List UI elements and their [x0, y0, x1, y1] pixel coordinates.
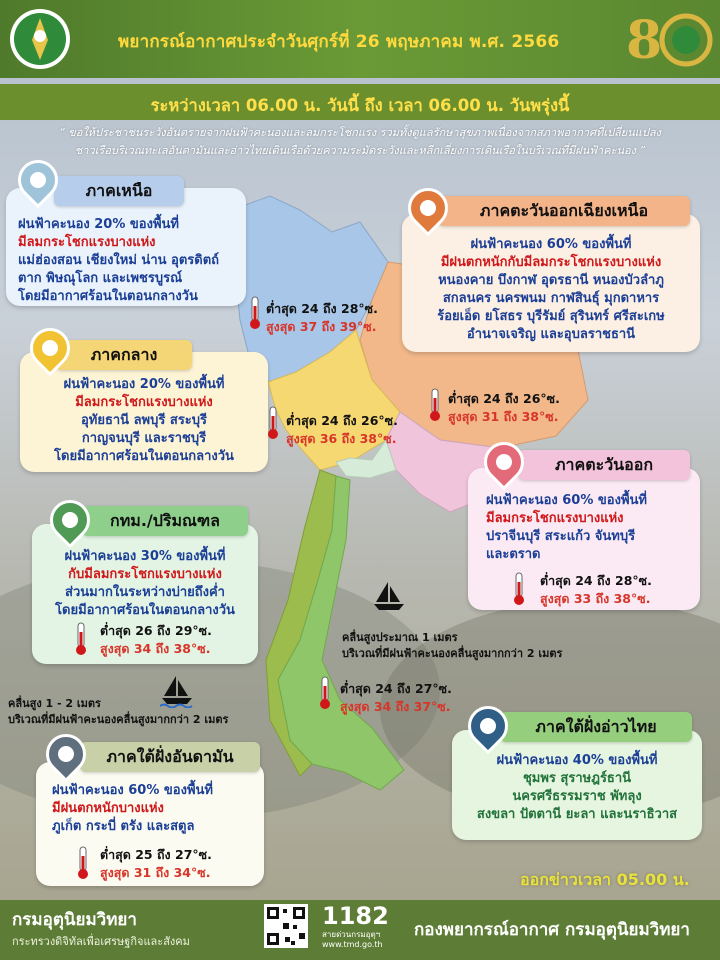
qr-code-icon[interactable]: [264, 904, 308, 948]
wave-height: คลื่นสูงประมาณ 1 เมตร: [342, 631, 458, 644]
wind-note: มีลมกระโชกแรงบางแห่ง: [18, 235, 156, 250]
issued-time: ออกข่าวเวลา 05.00 น.: [520, 870, 690, 889]
rain-note: มีฝนตกหนักบางแห่ง: [52, 801, 164, 816]
andaman-wave-note: [8, 696, 228, 728]
website-link[interactable]: www.tmd.go.th: [322, 940, 383, 949]
time-range: ระหว่างเวลา 06.00 น. วันนี้ ถึง เวลา 06.00 น. วันพรุ่งนี้: [150, 96, 570, 115]
heat-note: โดยมีอากาศร้อนในตอนกลางวัน: [54, 449, 234, 464]
temp-high: สูงสุด 33 ถึง 38°ซ.: [540, 591, 651, 606]
province-list: อุทัยธานี ลพบุรี สระบุรี: [80, 413, 208, 428]
tmd-logo-icon: [4, 6, 108, 72]
rain-chance: ฝนฟ้าคะนอง 60% ของพื้นที่: [486, 493, 647, 508]
temperature-east: [540, 572, 652, 608]
province-list: อำนาจเจริญ และอุบลราชธานี: [466, 327, 636, 342]
rain-chance: ฝนฟ้าคะนอง 60% ของพื้นที่: [470, 237, 632, 252]
thermometer-icon: [512, 572, 526, 606]
rain-chance: ฝนฟ้าคะนอง 20% ของพื้นที่: [18, 217, 179, 232]
temp-high: สูงสุด 31 ถึง 38°ซ.: [448, 409, 559, 424]
rain-chance: ฝนฟ้าคะนอง 20% ของพื้นที่: [63, 377, 225, 392]
temp-low: ต่ำสุด 25 ถึง 27°ซ.: [100, 847, 212, 862]
wind-note: มีลมกระโชกแรงบางแห่ง: [75, 395, 213, 410]
thermometer-icon: [266, 406, 280, 440]
thermometer-icon: [428, 388, 442, 422]
wave-storm-height: บริเวณที่มีฝนฟ้าคะนองคลื่นสูงมากกว่า 2 เมตร: [342, 647, 563, 660]
region-card-northeast: [402, 214, 700, 352]
advisory-line: ชาวเรือบริเวณทะเลอันดามันและอ่าวไทยเดินเรือด้วยความระมัดระวังและหลีกเลี่ยงการเดินเรือในบริเวณที่มีฝนฟ้าคะนอง ”: [74, 144, 646, 157]
temp-low: ต่ำสุด 24 ถึง 26°ซ.: [286, 413, 398, 428]
region-title-north: ภาคเหนือ: [54, 176, 184, 206]
advisory-text: [8, 124, 712, 160]
province-list: ร้อยเอ็ด ยโสธร บุรีรัมย์ สุรินทร์ ศรีสะเกษ: [437, 309, 665, 324]
header-bar: [0, 0, 720, 78]
province-list: กาญจนบุรี และราชบุรี: [81, 431, 207, 446]
province-list: ตาก พิษณุโลก และเพชรบูรณ์: [18, 271, 183, 286]
region-title-south-west: ภาคใต้ฝั่งอันดามัน: [80, 742, 260, 772]
region-card-central: [20, 352, 268, 472]
province-list: ปราจีนบุรี สระแก้ว จันทบุรี: [486, 529, 636, 544]
thermometer-icon: [318, 676, 332, 710]
temperature-northeast: [448, 390, 560, 426]
temperature-south-east: [340, 680, 452, 716]
temp-low: ต่ำสุด 24 ถึง 27°ซ.: [340, 681, 452, 696]
temp-low: ต่ำสุด 24 ถึง 28°ซ.: [266, 301, 378, 316]
region-title-east: ภาคตะวันออก: [518, 450, 690, 480]
thermometer-icon: [74, 622, 88, 656]
hotline-label: สายด่วนกรมอุตุฯ: [322, 930, 381, 939]
temp-high: สูงสุด 37 ถึง 39°ซ.: [266, 319, 377, 334]
wind-note: มีฝนตกหนักกับมีลมกระโชกแรงบางแห่ง: [440, 255, 662, 270]
hotline-number[interactable]: 1182: [322, 902, 389, 930]
rain-chance: ฝนฟ้าคะนอง 60% ของพื้นที่: [52, 783, 213, 798]
temp-high: สูงสุด 34 ถึง 38°ซ.: [100, 641, 211, 656]
thermometer-icon: [248, 296, 262, 330]
province-list: แม่ฮ่องสอน เชียงใหม่ น่าน อุตรดิตถ์: [18, 253, 220, 268]
thermometer-icon: [76, 846, 90, 880]
rain-chance: ฝนฟ้าคะนอง 40% ของพื้นที่: [496, 753, 658, 768]
temp-high: สูงสุด 34 ถึง 37°ซ.: [340, 699, 451, 714]
province-list: และตราด: [486, 547, 541, 562]
province-list: สงขลา ปัตตานี ยะลา และนราธิวาส: [476, 807, 678, 822]
temp-high: สูงสุด 36 ถึง 38°ซ.: [286, 431, 397, 446]
department-name: กรมอุตุนิยมวิทยา: [12, 910, 137, 930]
temperature-south-west: [100, 846, 212, 882]
time-range-bar: [0, 84, 720, 120]
region-title-northeast: ภาคตะวันออกเฉียงเหนือ: [438, 196, 690, 226]
province-list: สกลนคร นครพนม กาฬสินธุ์ มุกดาหาร: [442, 291, 660, 306]
province-list: ชุมพร สุราษฎร์ธานี: [522, 771, 632, 786]
temp-low: ต่ำสุด 26 ถึง 29°ซ.: [100, 623, 212, 638]
region-title-south-east: ภาคใต้ฝั่งอ่าวไทย: [500, 712, 692, 742]
region-title-bkk: กทม./ปริมณฑล: [82, 506, 248, 536]
province-list: หนองคาย บึงกาฬ อุดรธานี หนองบัวลำภู: [438, 273, 664, 288]
temp-high: สูงสุด 31 ถึง 34°ซ.: [100, 865, 211, 880]
temp-low: ต่ำสุด 24 ถึง 26°ซ.: [448, 391, 560, 406]
heat-note: โดยมีอากาศร้อนในตอนกลางวัน: [18, 289, 198, 304]
forecast-division: กองพยากรณ์อากาศ กรมอุตุนิยมวิทยา: [414, 920, 690, 940]
advisory-line: “ ขอให้ประชาชนระวังอันตรายจากฝนฟ้าคะนองและลมกระโชกแรง รวมทั้งดูแลรักษาสุขภาพเนื่องจากสภาพอากาศที่เปลี่ยนแปลง: [59, 126, 661, 139]
temperature-bkk: [100, 622, 212, 658]
gulf-wave-note: [342, 630, 562, 662]
page-title: พยากรณ์อากาศประจำวันศุกร์ที่ 26 พฤษภาคม พ.ศ. 2566: [118, 32, 560, 52]
ministry-name: กระทรวงดิจิทัลเพื่อเศรษฐกิจและสังคม: [12, 935, 190, 948]
svg-text:8: 8: [626, 10, 663, 71]
wind-note: มีลมกระโชกแรงบางแห่ง: [486, 511, 624, 526]
heat-note: โดยมีอากาศร้อนในตอนกลางวัน: [55, 603, 235, 618]
temperature-central: [286, 412, 398, 448]
province-list: นครศรีธรรมราช พัทลุง: [512, 789, 642, 804]
region-title-central: ภาคกลาง: [56, 340, 192, 370]
boat-icon: [372, 580, 406, 614]
temperature-north: [266, 300, 378, 336]
timing-note: ส่วนมากในระหว่างบ่ายถึงค่ำ: [65, 585, 225, 600]
wave-height: คลื่นสูง 1 - 2 เมตร: [8, 697, 101, 710]
wave-storm-height: บริเวณที่มีฝนฟ้าคะนองคลื่นสูงมากกว่า 2 เมตร: [8, 713, 229, 726]
rain-chance: ฝนฟ้าคะนอง 30% ของพื้นที่: [64, 549, 226, 564]
province-list: ภูเก็ต กระบี่ ตรัง และสตูล: [52, 819, 195, 834]
temp-low: ต่ำสุด 24 ถึง 28°ซ.: [540, 573, 652, 588]
hotline-caption: [322, 930, 383, 950]
anniversary-logo-icon: [622, 6, 716, 74]
wind-note: กับมีลมกระโชกแรงบางแห่ง: [68, 567, 222, 582]
